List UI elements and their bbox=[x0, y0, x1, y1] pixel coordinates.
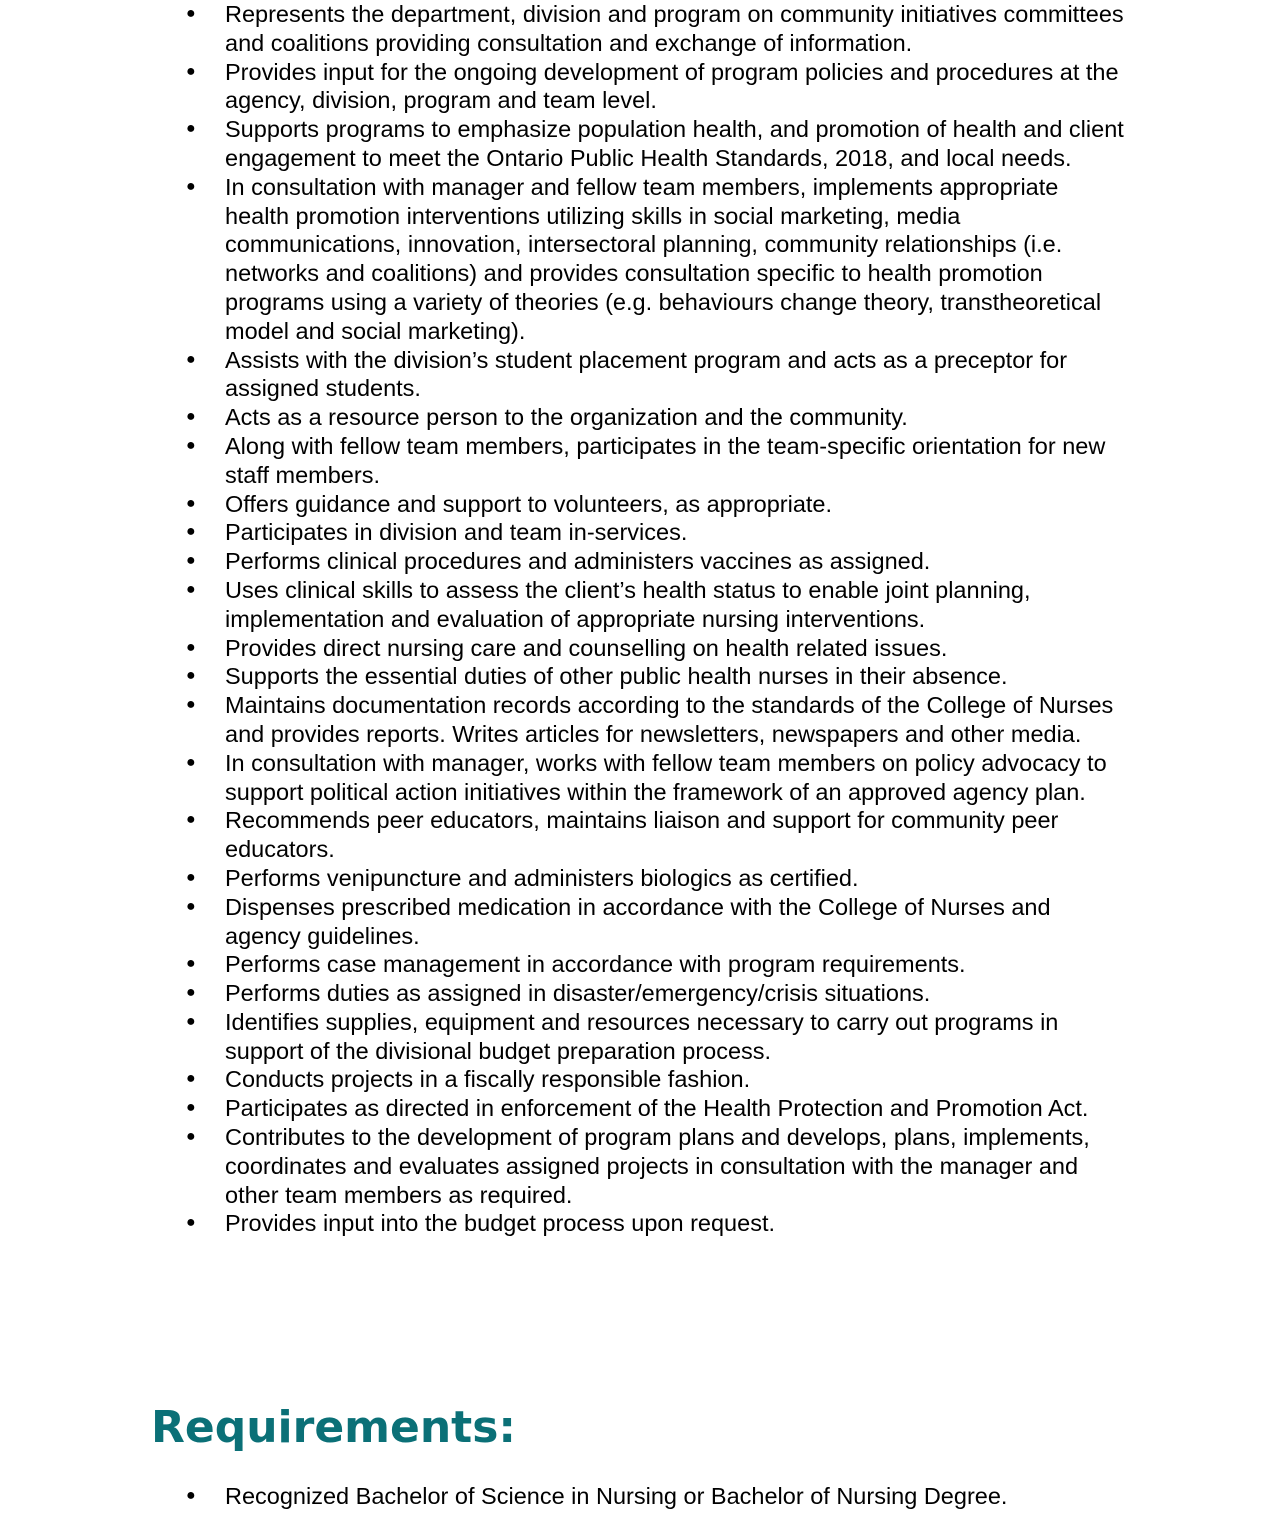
list-item-text: Dispenses prescribed medication in accordance with the College of Nurses and agency guidelines. bbox=[225, 893, 1051, 949]
list-item-text: In consultation with manager, works with fellow team members on policy advocacy to support political action initiatives within the framework of an approved agency plan. bbox=[225, 749, 1107, 805]
list-item bbox=[0, 173, 1125, 346]
bullet-dot-icon: ● bbox=[186, 408, 196, 426]
list-item-text: Recognized Bachelor of Science in Nursing or Bachelor of Nursing Degree. bbox=[225, 1483, 1008, 1509]
list-item bbox=[0, 576, 1125, 634]
list-item bbox=[0, 749, 1125, 807]
bullet-dot-icon: ● bbox=[186, 1070, 196, 1088]
bullet-dot-icon: ● bbox=[186, 696, 196, 714]
bullet-dot-icon: ● bbox=[186, 868, 196, 886]
list-item-text: Offers guidance and support to volunteers, as appropriate. bbox=[225, 490, 833, 517]
list-item bbox=[0, 864, 1125, 893]
list-item bbox=[0, 403, 1125, 432]
list-item bbox=[0, 115, 1125, 173]
list-item bbox=[0, 806, 1125, 864]
list-item bbox=[0, 518, 1125, 547]
list-item-text: Performs clinical procedures and administers vaccines as assigned. bbox=[225, 548, 931, 575]
bullet-dot-icon: ● bbox=[186, 494, 196, 512]
list-item bbox=[0, 662, 1125, 691]
bullet-dot-icon: ● bbox=[186, 62, 196, 80]
list-item-text: Performs venipuncture and administers biologics as certified. bbox=[225, 864, 859, 891]
list-item bbox=[0, 1065, 1125, 1094]
list-item-text: Provides direct nursing care and counselling on health related issues. bbox=[225, 634, 948, 661]
bullet-dot-icon: ● bbox=[186, 897, 196, 915]
bullet-dot-icon: ● bbox=[186, 350, 196, 368]
list-item bbox=[0, 547, 1125, 576]
bullet-dot-icon: ● bbox=[186, 1012, 196, 1030]
list-item bbox=[0, 490, 1125, 519]
list-item bbox=[0, 0, 1125, 58]
bullet-dot-icon: ● bbox=[186, 1487, 196, 1504]
list-item-text: Maintains documentation records according to the standards of the College of Nurses and provides reports. Writes articles for newsletters, newspapers and other media. bbox=[225, 692, 1114, 747]
list-item-text: Represents the department, division and program on community initiatives committees and coalitions providing consultation and exchange of information. bbox=[225, 1, 1124, 56]
list-item-text: Assists with the division’s student placement program and acts as a preceptor for assigned students. bbox=[225, 346, 1068, 402]
bullet-dot-icon: ● bbox=[186, 436, 196, 454]
list-item-text: Conducts projects in a fiscally responsible fashion. bbox=[225, 1066, 751, 1093]
list-item bbox=[0, 346, 1125, 404]
list-item-text: Supports programs to emphasize population health, and promotion of health and client engagement to meet the Ontario Public Health Standards, 2018, and local needs. bbox=[225, 116, 1124, 171]
list-item-text: Acts as a resource person to the organization and the community. bbox=[225, 404, 908, 431]
list-item bbox=[0, 634, 1125, 663]
list-item bbox=[0, 58, 1125, 116]
list-item bbox=[0, 1123, 1125, 1209]
list-item-text: Provides input into the budget process upon request. bbox=[225, 1210, 776, 1237]
bullet-dot-icon: ● bbox=[186, 523, 196, 541]
list-item bbox=[0, 1094, 1125, 1123]
bullet-dot-icon: ● bbox=[186, 177, 196, 195]
list-item-text: Contributes to the development of program plans and develops, plans, implements, coordinates and evaluates assigned projects in consultation with the manager and other team members as required. bbox=[225, 1124, 1090, 1208]
list-item bbox=[0, 1209, 1125, 1238]
list-item-text: Supports the essential duties of other public health nurses in their absence. bbox=[225, 663, 1008, 690]
list-item-text: Provides input for the ongoing development of program policies and procedures at the agency, division, program and team level. bbox=[225, 58, 1119, 114]
list-item-text: Uses clinical skills to assess the client’s health status to enable joint planning, implementation and evaluation of appropriate nursing interventions. bbox=[225, 576, 1031, 632]
bullet-dot-icon: ● bbox=[186, 120, 196, 138]
list-item-text: Performs case management in accordance with program requirements. bbox=[225, 951, 966, 978]
bullet-dot-icon: ● bbox=[186, 667, 196, 685]
bullet-dot-icon: ● bbox=[186, 984, 196, 1002]
bullet-dot-icon: ● bbox=[186, 955, 196, 973]
bullet-dot-icon: ● bbox=[186, 1099, 196, 1117]
list-item bbox=[0, 979, 1125, 1008]
list-item bbox=[0, 950, 1125, 979]
list-item-text: Participates in division and team in-services. bbox=[225, 519, 688, 546]
list-item-text: Along with fellow team members, participates in the team-specific orientation for new staff members. bbox=[225, 432, 1106, 488]
bullet-dot-icon: ● bbox=[186, 5, 196, 22]
list-item bbox=[0, 1008, 1125, 1066]
requirements-list bbox=[0, 1482, 1275, 1511]
bullet-dot-icon: ● bbox=[186, 1128, 196, 1146]
list-item bbox=[0, 432, 1125, 490]
list-item-text: In consultation with manager and fellow team members, implements appropriate health promotion interventions utilizing skills in social marketing, media communications, innovation, intersectoral planning, community relationships (i.e. networks and coalitions) and provides consultation specific to health promotion programs using a variety of theories (e.g. behaviours change theory, transtheoretical model and social marketing). bbox=[225, 173, 1102, 344]
list-item bbox=[0, 893, 1125, 951]
list-item-text: Recommends peer educators, maintains liaison and support for community peer educators. bbox=[225, 807, 1059, 863]
requirements-heading: Requirements: bbox=[151, 1402, 516, 1453]
bullet-dot-icon: ● bbox=[186, 753, 196, 771]
bullet-dot-icon: ● bbox=[186, 638, 196, 656]
list-item bbox=[0, 1482, 1125, 1511]
list-item-text: Participates as directed in enforcement of the Health Protection and Promotion Act. bbox=[225, 1095, 1089, 1122]
list-item-text: Identifies supplies, equipment and resources necessary to carry out programs in support of the divisional budget preparation process. bbox=[225, 1008, 1059, 1064]
list-item-text: Performs duties as assigned in disaster/emergency/crisis situations. bbox=[225, 980, 931, 1007]
bullet-dot-icon: ● bbox=[186, 580, 196, 598]
bullet-dot-icon: ● bbox=[186, 1214, 196, 1232]
bullet-dot-icon: ● bbox=[186, 552, 196, 570]
bullet-dot-icon: ● bbox=[186, 811, 196, 829]
list-item bbox=[0, 691, 1125, 749]
